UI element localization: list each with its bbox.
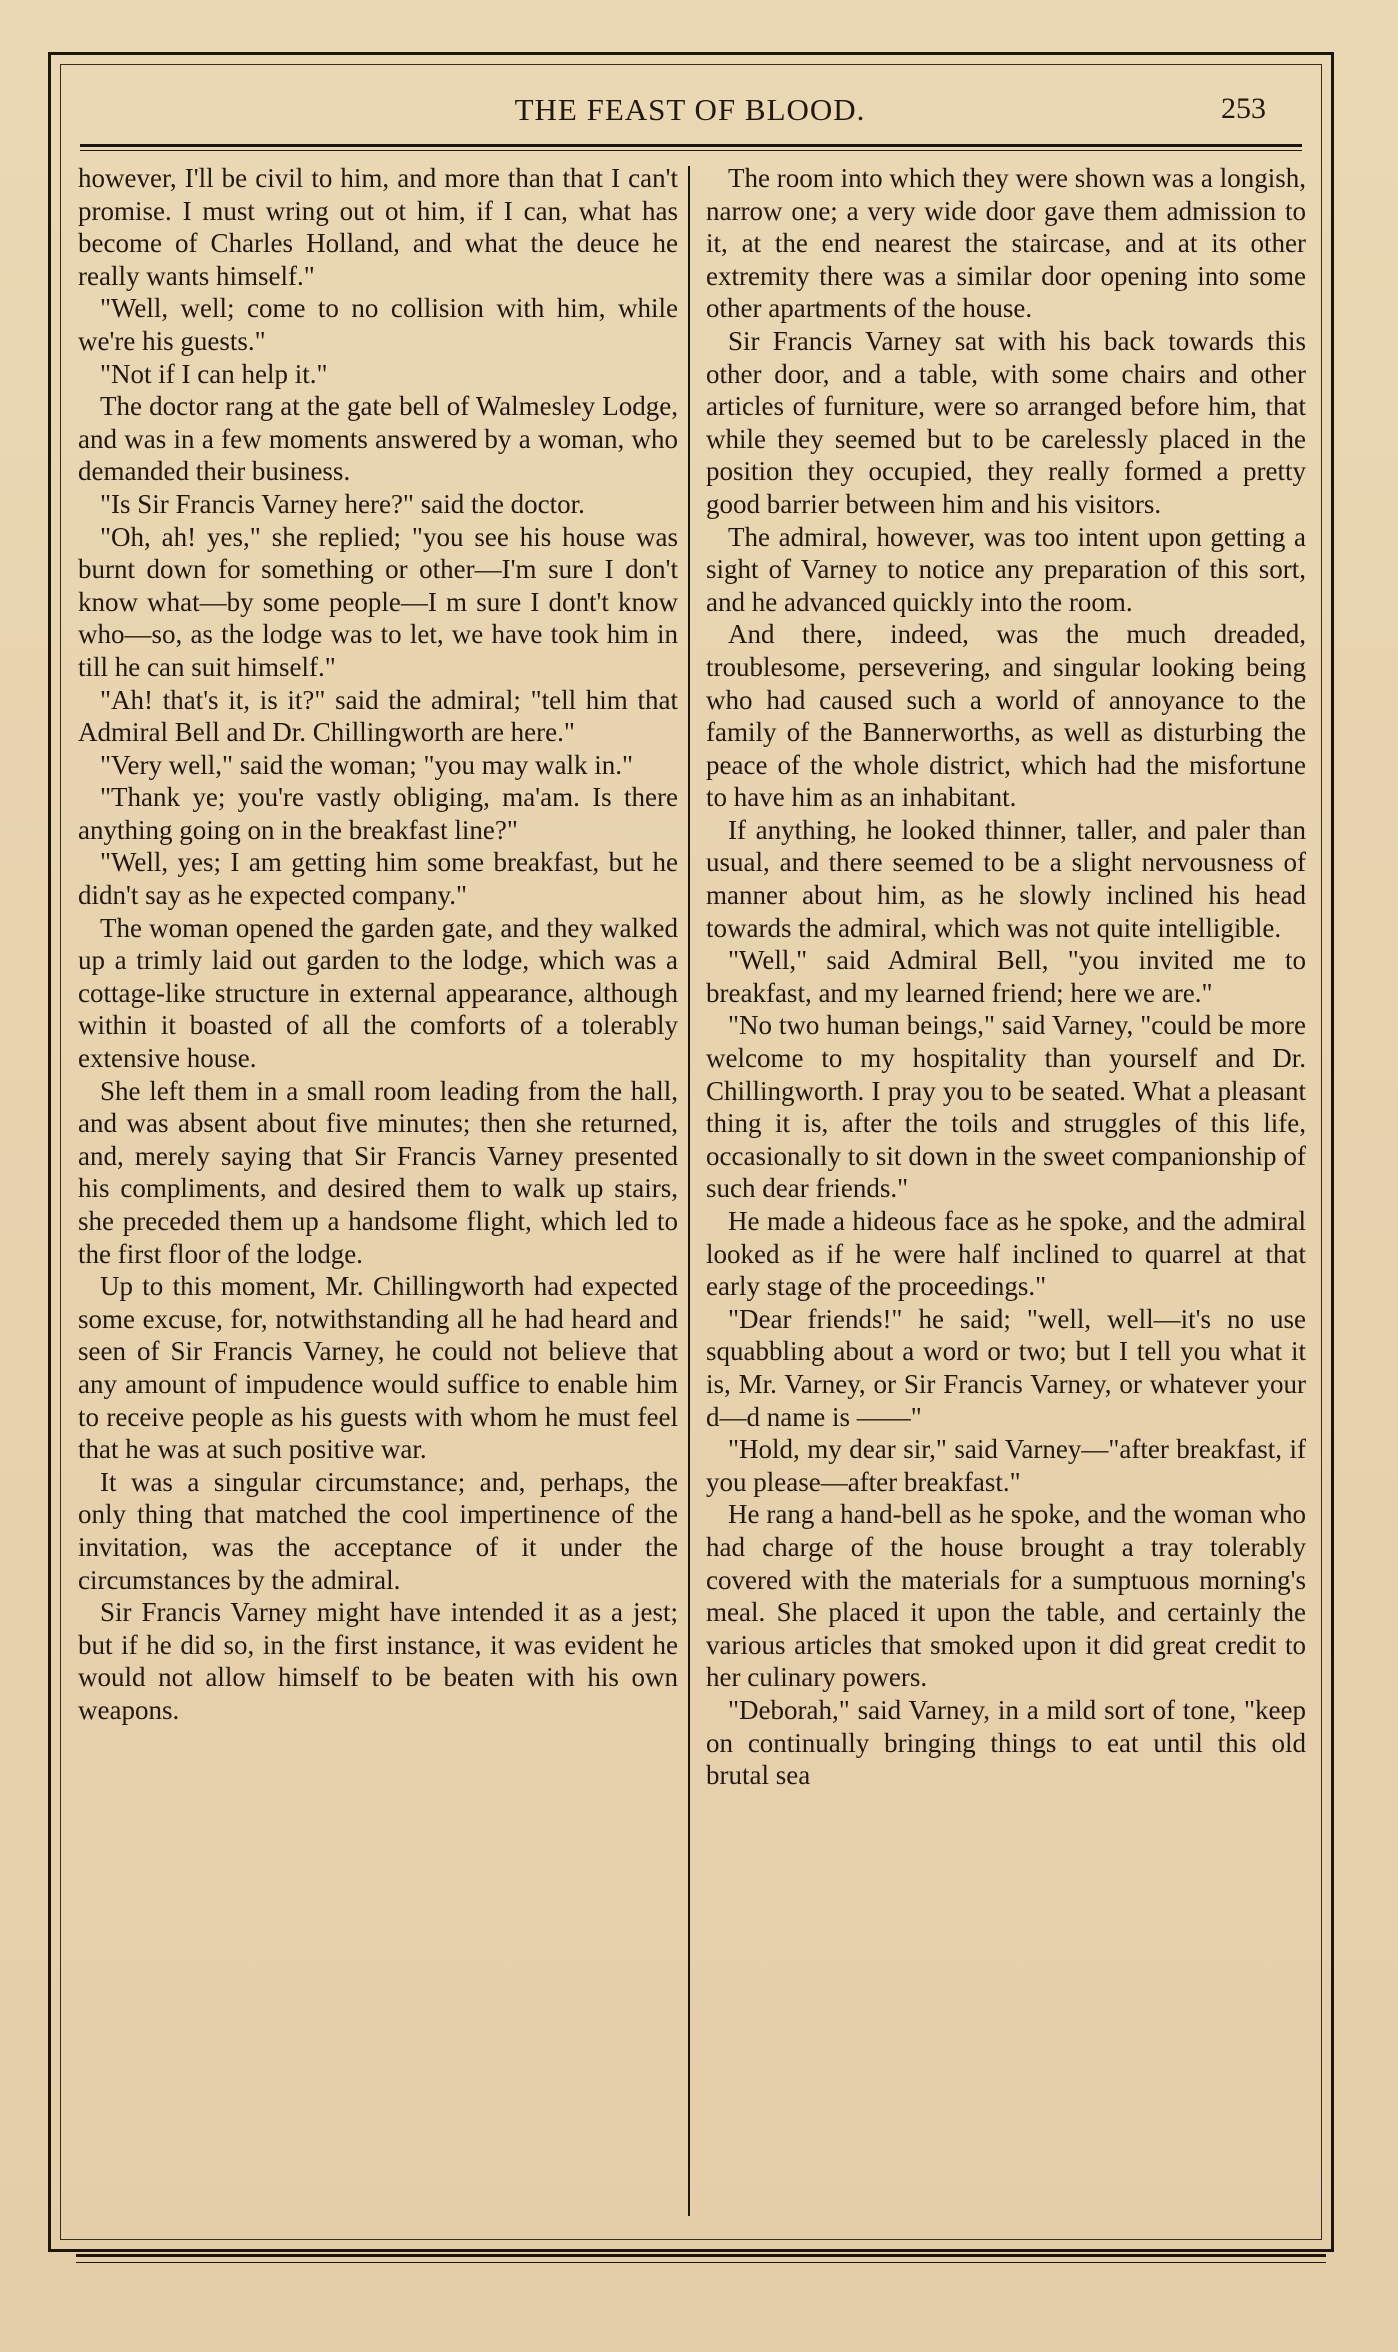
paragraph: however, I'll be civil to him, and more than that I can't promise. I must wring out ot him, if I can, what has become of Charles Holland, and what the deuce he really wants himself." [78, 163, 678, 291]
right-column [706, 162, 1306, 1792]
paragraph: "Not if I can help it." [100, 358, 328, 389]
paragraph: "Hold, my dear sir," said Varney—"after breakfast, if you please—after breakfast." [706, 1434, 1306, 1497]
paragraph: The admiral, however, was too intent upon getting a sight of Varney to notice any preparation of this sort, and he advanced quickly into the room. [706, 521, 1306, 617]
paragraph: Sir Francis Varney might have intended it as a jest; but if he did so, in the first instance, it was evident he would not allow himself to be beaten with his own weapons. [78, 1597, 678, 1725]
page-number: 253 [1221, 92, 1266, 125]
paragraph: He made a hideous face as he spoke, and the admiral looked as if he were half inclined to quarrel at that early stage of the proceedings." [706, 1206, 1306, 1302]
paragraph: "Ah! that's it, is it?" said the admiral; "tell him that Admiral Bell and Dr. Chillingworth are here." [78, 684, 678, 748]
paragraph: The room into which they were shown was a longish, narrow one; a very wide door gave them admission to it, at the end nearest the staircase, and at its other extremity there was a similar door opening into some other apartments of the house. [706, 163, 1306, 324]
header-rule-thin [80, 150, 1302, 151]
paragraph: "Thank ye; you're vastly obliging, ma'am. Is there anything going on in the breakfast line?" [78, 782, 678, 845]
paragraph: She left them in a small room leading from the hall, and was absent about five minutes; then she returned, and, merely saying that Sir Francis Varney presented his compliments, and desired them to walk up stairs, she preceded them up a handsome flight, which led to the first floor of the lodge. [78, 1075, 678, 1269]
paragraph: The woman opened the garden gate, and they walked up a trimly laid out garden to the lodge, which was a cottage-like structure in external appearance, although within it boasted of all the comforts of a tolerably extensive house. [78, 912, 678, 1074]
footer-rule [76, 2254, 1326, 2257]
paragraph: "Very well," said the woman; "you may walk in." [100, 749, 633, 780]
footer-rule-thin [76, 2262, 1326, 2263]
header-rule [80, 144, 1302, 147]
paragraph: "Well, well; come to no collision with him, while we're his guests." [78, 293, 678, 356]
paragraph: He rang a hand-bell as he spoke, and the woman who had charge of the house brought a tray tolerably covered with the materials for a sumptuous morning's meal. She placed it upon the table, and certainly the various articles that smoked upon it did great credit to her culinary powers. [706, 1499, 1306, 1693]
running-title: THE FEAST OF BLOOD. [514, 92, 866, 127]
left-column [78, 162, 678, 1727]
paragraph: If anything, he looked thinner, taller, and paler than usual, and there seemed to be a slight nervousness of manner about him, as he slowly inclined his head towards the admiral, which was not quite intelligible. [706, 814, 1306, 943]
paragraph: "Deborah," said Varney, in a mild sort of tone, "keep on continually bringing things to eat until this old brutal sea [706, 1694, 1306, 1791]
paragraph: Sir Francis Varney sat with his back towards this other door, and a table, with some chairs and other articles of furniture, were so arranged before him, that while they seemed but to be carelessly placed in the position they occupied, they really formed a pretty good barrier between him and his visitors. [706, 325, 1306, 519]
paragraph: "Well, yes; I am getting him some breakfast, but he didn't say as he expected company." [78, 847, 678, 911]
column-divider [688, 166, 690, 2216]
paragraph: Up to this moment, Mr. Chillingworth had expected some excuse, for, notwithstanding all he had heard and seen of Sir Francis Varney, he could not believe that any amount of impudence would suffice to enable him to receive people as his guests with whom he must feel that he was at such positive war. [78, 1271, 678, 1465]
paragraph: "Oh, ah! yes," she replied; "you see his house was burnt down for something or other—I'm sure I don't know what—by some people—I m sure I dont't know who—so, as the lodge was to let, we have took him in till he can suit himself." [78, 521, 678, 682]
paragraph: It was a singular circumstance; and, perhaps, the only thing that matched the cool impertinence of the invitation, was the acceptance of it under the circumstances by the admiral. [78, 1466, 678, 1595]
paragraph: "Well," said Admiral Bell, "you invited me to breakfast, and my learned friend; here we are." [706, 945, 1306, 1008]
paragraph: "No two human beings," said Varney, "could be more welcome to my hospitality than yourself and Dr. Chillingworth. I pray you to be seated. What a pleasant thing it is, after the toils and struggles of this life, occasionally to sit down in the sweet companionship of such dear friends." [706, 1010, 1306, 1204]
paragraph: And there, indeed, was the much dreaded, troublesome, persevering, and singular looking being who had caused such a world of annoyance to the family of the Bannerworths, as well as disturbing the peace of the whole district, which had the misfortune to have him as an inhabitant. [706, 619, 1306, 813]
paragraph: "Is Sir Francis Varney here?" said the doctor. [100, 488, 585, 519]
paragraph: The doctor rang at the gate bell of Walmesley Lodge, and was in a few moments answered by a woman, who demanded their business. [78, 391, 678, 487]
paragraph: "Dear friends!" he said; "well, well—it's no use squabbling about a word or two; but I tell you what it is, Mr. Varney, or Sir Francis Varney, or whatever your d—d name is ——" [706, 1303, 1306, 1432]
